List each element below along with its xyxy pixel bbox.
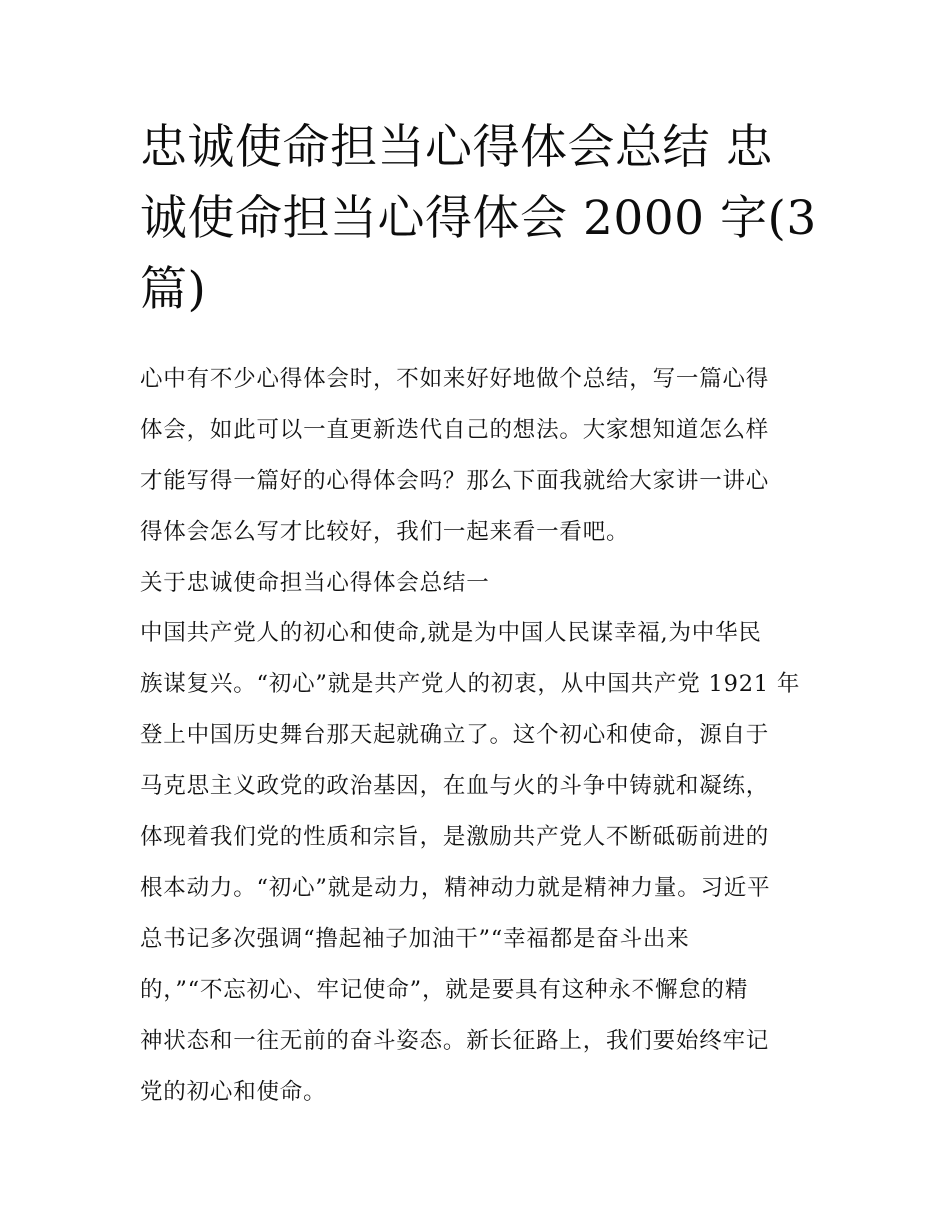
- title-line: 诚使命担当心得体会 2000 字(3: [140, 191, 817, 246]
- paragraph-line: 心中有不少心得体会时，不如来好好地做个总结，写一篇心得: [140, 366, 770, 392]
- section-heading: [140, 558, 820, 609]
- paragraph-line: 族谋复兴。“初心”就是共产党人的初衷，从中国共产党 1921 年: [140, 671, 801, 697]
- paragraph-line: 根本动力。“初心”就是动力，精神动力就是精神力量。习近平: [140, 875, 771, 901]
- section-heading-text: 关于忠诚使命担当心得体会总结一: [140, 570, 490, 596]
- paragraph-line: 中国共产党人的初心和使命,就是为中国人民谋幸福,为中华民: [140, 620, 762, 646]
- paragraph-line: 登上中国历史舞台那天起就确立了。这个初心和使命，源自于: [140, 722, 770, 748]
- title-line: 篇): [140, 262, 207, 317]
- paragraph-line: 得体会怎么写才比较好，我们一起来看一看吧。: [140, 519, 630, 545]
- paragraph-line: 的，”“不忘初心、牢记使命”，就是要具有这种永不懈怠的精: [140, 977, 749, 1003]
- paragraph-line: 神状态和一往无前的奋斗姿态。新长征路上，我们要始终牢记: [140, 1028, 770, 1054]
- section-paragraph: [140, 608, 820, 1118]
- intro-paragraph: [140, 354, 820, 558]
- paragraph-line: 总书记多次强调“撸起袖子加油干”“幸福都是奋斗出来: [140, 926, 690, 952]
- paragraph-line: 党的初心和使命。: [140, 1079, 327, 1105]
- document-title: [140, 112, 820, 325]
- paragraph-line: 马克思主义政党的政治基因，在血与火的斗争中铸就和凝练，: [140, 773, 770, 799]
- paragraph-line: 体现着我们党的性质和宗旨，是激励共产党人不断砥砺前进的: [140, 824, 770, 850]
- paragraph-line: 体会，如此可以一直更新迭代自己的想法。大家想知道怎么样: [140, 417, 770, 443]
- paragraph-line: 才能写得一篇好的心得体会吗？那么下面我就给大家讲一讲心: [140, 468, 770, 494]
- title-line: 忠诚使命担当心得体会总结 忠: [140, 120, 773, 175]
